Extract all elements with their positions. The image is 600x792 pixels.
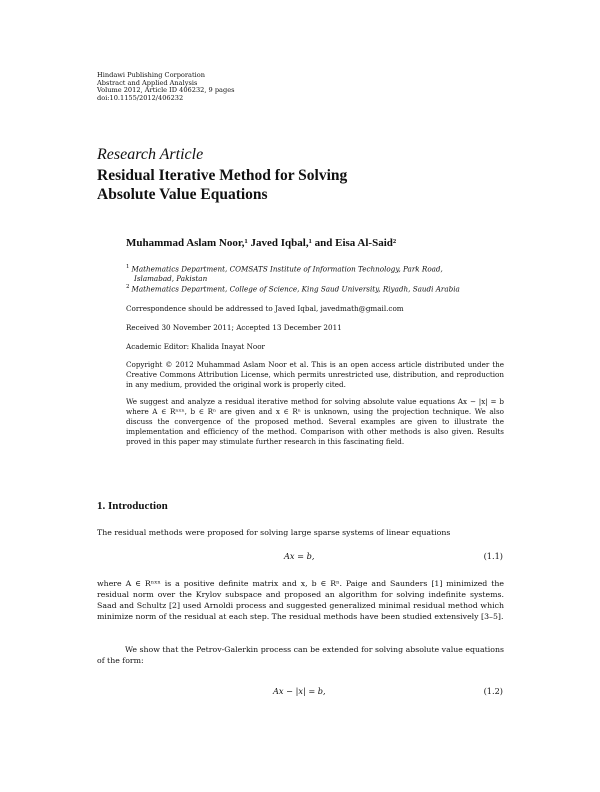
affiliation-1-line-2: Islamabad, Pakistan: [134, 274, 208, 284]
affiliation-2-number: 2: [126, 284, 130, 290]
title-line-2: Absolute Value Equations: [97, 186, 268, 203]
copyright-notice: Copyright © 2012 Muhammad Aslam Noor et al. This is an open access article distributed under the Creative Commons Attribution License, which permits unrestricted use, distribution, and reproduction in any medium, provided the original work is properly cited.: [126, 360, 504, 389]
affiliation-1-line-1: Mathematics Department, COMSATS Institute of Information Technology, Park Road,: [131, 264, 443, 274]
abstract: We suggest and analyze a residual iterative method for solving absolute value equations Ax − |x| = b where A ∈ Rⁿˣⁿ, b ∈ Rⁿ are given and x ∈ Rⁿ is unknown, using the projection technique. We also discuss the convergence of the proposed method. Several examples are given to illustrate the implementation and efficiency of the method. Comparison with other methods is also given. Results proved in this paper may stimulate further research in this fascinating field.: [126, 397, 504, 446]
equation-1-2-number: (1.2): [483, 686, 503, 696]
volume-info: Volume 2012, Article ID 406232, 9 pages: [97, 86, 235, 95]
authors: Muhammad Aslam Noor,¹ Javed Iqbal,¹ and Eisa Al-Said²: [126, 237, 397, 249]
equation-1-1-number: (1.1): [483, 551, 503, 561]
affiliation-2-line-1: Mathematics Department, College of Science, King Saud University, Riyadh, Saudi Arabia: [131, 284, 460, 294]
correspondence: Correspondence should be addressed to Javed Iqbal, javedmath@gmail.com: [126, 304, 404, 313]
intro-paragraph-2: where A ∈ Rⁿˣⁿ is a positive definite matrix and x, b ∈ Rⁿ. Paige and Saunders [1] minimized the residual norm over the Krylov subspace and proposed an algorithm for solving indefinite systems. Saad and Schultz [2] used Arnoldi process and suggested generalized minimal residual method which minimize norm of the residual at each step. The residual methods have been studied extensively [3–5].: [97, 579, 504, 621]
doi[interactable]: doi:10.1155/2012/406232: [97, 93, 184, 102]
journal-name: Abstract and Applied Analysis: [97, 78, 198, 87]
received-dates: Received 30 November 2011; Accepted 13 December 2011: [126, 323, 342, 332]
academic-editor: Academic Editor: Khalida Inayat Noor: [126, 342, 265, 351]
equation-1-2: Ax − |x| = b,: [273, 686, 326, 696]
section-heading-introduction: 1. Introduction: [97, 500, 168, 512]
publication-info: [97, 72, 234, 102]
affiliation-1-number: 1: [126, 264, 130, 270]
article-type: Research Article: [97, 146, 204, 163]
publisher: Hindawi Publishing Corporation: [97, 71, 205, 79]
title-line-1: Residual Iterative Method for Solving: [97, 167, 348, 184]
affiliation-2: [126, 282, 506, 294]
intro-paragraph-3: We show that the Petrov-Galerkin process can be extended for solving absolute value equations of the form:: [97, 645, 504, 665]
equation-1-1: Ax = b,: [284, 551, 315, 561]
intro-paragraph-1: The residual methods were proposed for solving large sparse systems of linear equations: [97, 528, 451, 537]
paper-title: [97, 166, 347, 204]
